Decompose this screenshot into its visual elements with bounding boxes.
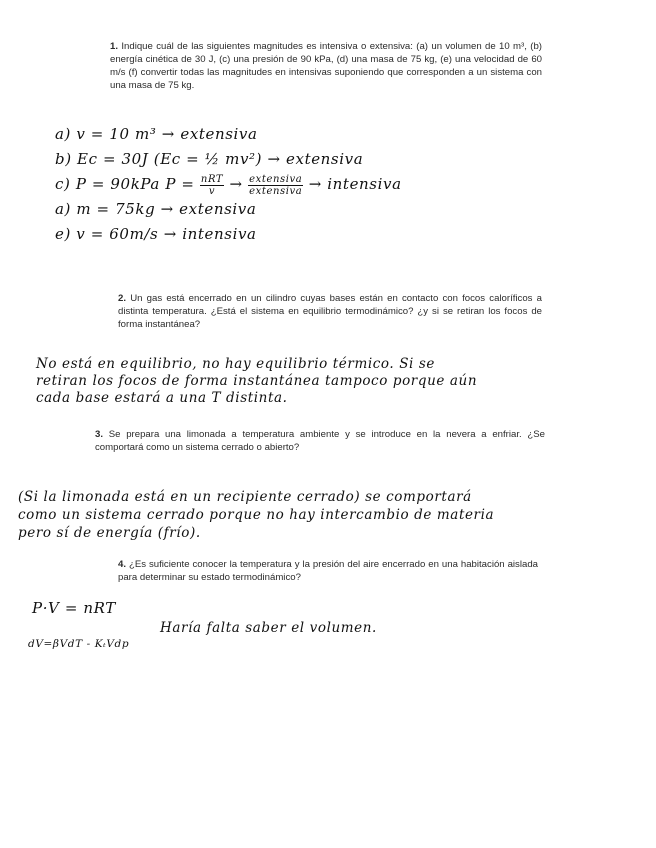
answer-3-line: (Si la limonada está en un recipiente cerrado) se comportará (18, 489, 472, 505)
fraction-denominator: extensiva (249, 185, 303, 197)
answer-4-text: Haría falta saber el volumen. (160, 620, 377, 636)
answer-1-c-prefix: c) P = 90kPa P = (55, 175, 200, 193)
question-2 (118, 292, 542, 331)
question-2-number: 2. (118, 293, 127, 304)
answer-1-c (55, 172, 402, 197)
question-4-number: 4. (118, 559, 127, 570)
question-4 (118, 558, 538, 584)
answer-1-a: a) v = 10 m³ → extensiva (55, 125, 258, 143)
answer-3-line: pero sí de energía (frío). (18, 525, 201, 541)
fraction-denominator: v (208, 185, 216, 197)
fraction-numerator: nRT (200, 173, 224, 185)
answer-2-line: cada base estará a una T distinta. (36, 390, 288, 406)
fraction-numerator: extensiva (249, 173, 303, 185)
question-3-text: Se prepara una limonada a temperatura ambiente y se introduce en la nevera a enfriar. ¿Se comportará como un sistema cerrado o abierto? (95, 429, 545, 453)
question-1-number: 1. (110, 41, 119, 52)
answer-1-c-mid: → (224, 175, 249, 193)
answer-1-c-fraction (200, 174, 224, 197)
answer-1-d: a) m = 75kg → extensiva (55, 200, 257, 218)
question-1 (110, 40, 542, 92)
answer-1-e: e) v = 60m/s → intensiva (55, 225, 257, 243)
question-2-text: Un gas está encerrado en un cilindro cuyas bases están en contacto con focos caloríficos a distinta temperatura. ¿Está el sistema en equilibrio termodinámico? ¿y si se retiran los focos de forma instantánea? (118, 293, 542, 330)
question-3 (95, 428, 545, 454)
answer-1-b: b) Ec = 30J (Ec = ½ mv²) → extensiva (55, 150, 364, 168)
answer-1-c-suffix: → intensiva (303, 175, 402, 193)
answer-3 (18, 488, 494, 542)
answer-1 (55, 122, 402, 247)
answer-4-equation-2: dV=βVdT - KₜVdp (28, 638, 130, 650)
answer-4-equation-1: P·V = nRT (32, 599, 116, 617)
answer-2 (36, 356, 477, 407)
answer-2-line: No está en equilibrio, no hay equilibrio térmico. Si se (36, 356, 435, 372)
question-3-number: 3. (95, 429, 104, 440)
question-4-text: ¿Es suficiente conocer la temperatura y la presión del aire encerrado en una habitación aislada para determinar su estado termodinámico? (118, 559, 538, 583)
answer-3-line: como un sistema cerrado porque no hay intercambio de materia (18, 507, 495, 523)
answer-1-c-fraction-2 (248, 174, 303, 197)
answer-2-line: retiran los focos de forma instantánea tampoco porque aún (36, 373, 478, 389)
question-1-text: Indique cuál de las siguientes magnitudes es intensiva o extensiva: (a) un volumen de 10 m³, (b) energía cinética de 30 J, (c) una presión de 90 kPa, (d) una masa de 75 kg, (e) una velocidad de 60 m/s (f) convertir todas las magnitudes en intensivas suponiendo que corresponden a un sistema con una masa de 75 kg. (110, 41, 542, 91)
